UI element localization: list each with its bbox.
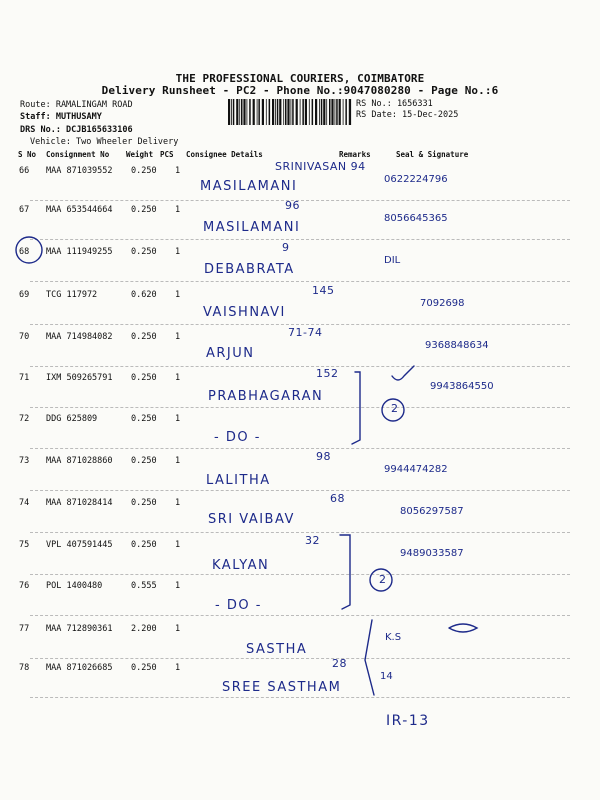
pcs-cell: 1 [175, 205, 181, 215]
signature-handwritten: 0622224796 [384, 174, 448, 185]
weight-cell: 0.250 [131, 663, 157, 673]
consignee-note: 9 [282, 241, 290, 254]
pcs-cell: 1 [175, 624, 181, 634]
consignee-note: SRINIVASAN 94 [275, 160, 366, 173]
consignee-handwritten: - DO - [215, 598, 262, 613]
sno-cell: 77 [19, 624, 30, 634]
rs-number: RS No.: 1656331 [356, 99, 433, 109]
signature-handwritten: 7092698 [420, 298, 465, 309]
col-sno: S No [18, 150, 37, 159]
signature-handwritten: 9944474282 [384, 464, 448, 475]
col-pcs: PCS [160, 150, 174, 159]
pcs-cell: 1 [175, 290, 181, 300]
consignee-handwritten: SASTHA [246, 642, 308, 657]
consignment-cell: MAA 714984082 [46, 332, 113, 342]
consignment-cell: MAA 111949255 [46, 247, 113, 257]
vehicle-label: Vehicle: Two Wheeler Delivery [30, 137, 179, 147]
consignee-handwritten: SRI VAIBAV [208, 512, 295, 527]
consignment-cell: TCG 117972 [46, 290, 98, 300]
weight-cell: 0.250 [131, 166, 157, 176]
sno-cell: 66 [19, 166, 30, 176]
consignee-note: 32 [305, 534, 320, 547]
weight-cell: 0.620 [131, 290, 157, 300]
consignee-handwritten: ARJUN [206, 346, 255, 361]
bracket-75-76 [340, 535, 350, 609]
staff-label: Staff: MUTHUSAMY [20, 112, 102, 122]
col-seal: Seal & Signature [396, 150, 469, 159]
consignee-note: 145 [312, 284, 335, 297]
pcs-cell: 1 [175, 373, 181, 383]
consignee-handwritten: PRABHAGARAN [208, 389, 324, 404]
weight-cell: 0.250 [131, 373, 157, 383]
weight-cell: 0.250 [131, 414, 157, 424]
col-weight: Weight [126, 150, 154, 159]
consignee-handwritten: - DO - [214, 430, 261, 445]
bracket-71-72 [352, 372, 360, 444]
consignee-note: 152 [316, 367, 339, 380]
consignment-cell: MAA 712890361 [46, 624, 113, 634]
sno-cell: 74 [19, 498, 30, 508]
consignment-cell: MAA 871026685 [46, 663, 113, 673]
row-68-circle-mark [16, 237, 42, 263]
remark-2b-text: 2 [379, 573, 386, 586]
consignee-handwritten: LALITHA [206, 473, 271, 488]
pcs-cell: 1 [175, 540, 181, 550]
signature-handwritten: K.S [385, 632, 402, 643]
sno-cell: 73 [19, 456, 30, 466]
pcs-cell: 1 [175, 663, 181, 673]
consignment-cell: MAA 653544664 [46, 205, 113, 215]
col-remarks: Remarks [339, 150, 371, 159]
pcs-cell: 1 [175, 414, 181, 424]
col-consignee: Consignee Details [186, 150, 263, 159]
weight-cell: 0.555 [131, 581, 157, 591]
signature-handwritten: 8056645365 [384, 213, 448, 224]
consignee-handwritten: DEBABRATA [204, 262, 295, 277]
signature-handwritten: 9489033587 [400, 548, 464, 559]
consignee-note: 96 [285, 199, 300, 212]
consignment-cell: MAA 871039552 [46, 166, 113, 176]
tick-mark [392, 366, 414, 380]
pcs-cell: 1 [175, 456, 181, 466]
sno-cell: 67 [19, 205, 30, 215]
sno-cell: 71 [19, 373, 30, 383]
consignment-cell: MAA 871028414 [46, 498, 113, 508]
signature-handwritten: 9368848634 [425, 340, 489, 351]
weight-cell: 0.250 [131, 332, 157, 342]
sno-cell: 76 [19, 581, 30, 591]
pcs-cell: 1 [175, 332, 181, 342]
consignee-handwritten: SREE SASTHAM [222, 680, 342, 695]
pcs-cell: 1 [175, 498, 181, 508]
col-consignment: Consignment No [46, 150, 110, 159]
weight-cell: 0.250 [131, 456, 157, 466]
drs-number: DRS No.: DCJB165633106 [20, 125, 133, 135]
consignee-note: 71-74 [288, 326, 323, 339]
weight-cell: 0.250 [131, 540, 157, 550]
consignee-handwritten: MASILAMANI [203, 220, 301, 235]
sno-cell: 75 [19, 540, 30, 550]
pcs-cell: 1 [175, 581, 181, 591]
consignee-note: 68 [330, 492, 345, 505]
seal-stamp-mark [449, 624, 477, 632]
consignee-handwritten: KALYAN [212, 558, 270, 573]
signature-handwritten: 8056297587 [400, 506, 464, 517]
bracket-77-78 [365, 620, 374, 695]
sno-cell: 78 [19, 663, 30, 673]
signature-handwritten: 9943864550 [430, 381, 494, 392]
runsheet-subtitle: Delivery Runsheet - PC2 - Phone No.:9047080280 - Page No.:6 [101, 84, 499, 97]
consignment-cell: MAA 871028860 [46, 456, 113, 466]
weight-cell: 0.250 [131, 247, 157, 257]
sno-cell: 72 [19, 414, 30, 424]
sno-cell: 69 [19, 290, 30, 300]
weight-cell: 0.250 [131, 498, 157, 508]
consignee-note: 28 [332, 657, 347, 670]
sno-cell: 70 [19, 332, 30, 342]
consignee-note: 98 [316, 450, 331, 463]
consignment-cell: IXM 509265791 [46, 373, 113, 383]
consignee-handwritten: MASILAMANI [200, 179, 298, 194]
rs-date: RS Date: 15-Dec-2025 [356, 110, 459, 120]
signature-handwritten: DIL [384, 255, 401, 266]
footer-handwritten-note: IR-13 [386, 713, 430, 729]
consignment-cell: DDG 625809 [46, 414, 98, 424]
pcs-cell: 1 [175, 166, 181, 176]
weight-cell: 0.250 [131, 205, 157, 215]
remark-2a-text: 2 [391, 402, 398, 415]
consignment-cell: POL 1400480 [46, 581, 103, 591]
route-label: Route: RAMALINGAM ROAD [20, 100, 133, 110]
company-title: THE PROFESSIONAL COURIERS, COIMBATORE [175, 72, 425, 85]
signature-handwritten: 14 [380, 671, 393, 682]
consignment-cell: VPL 407591445 [46, 540, 113, 550]
sno-cell: 68 [19, 247, 30, 257]
consignee-handwritten: VAISHNAVI [203, 305, 286, 320]
weight-cell: 2.200 [131, 624, 157, 634]
pcs-cell: 1 [175, 247, 181, 257]
